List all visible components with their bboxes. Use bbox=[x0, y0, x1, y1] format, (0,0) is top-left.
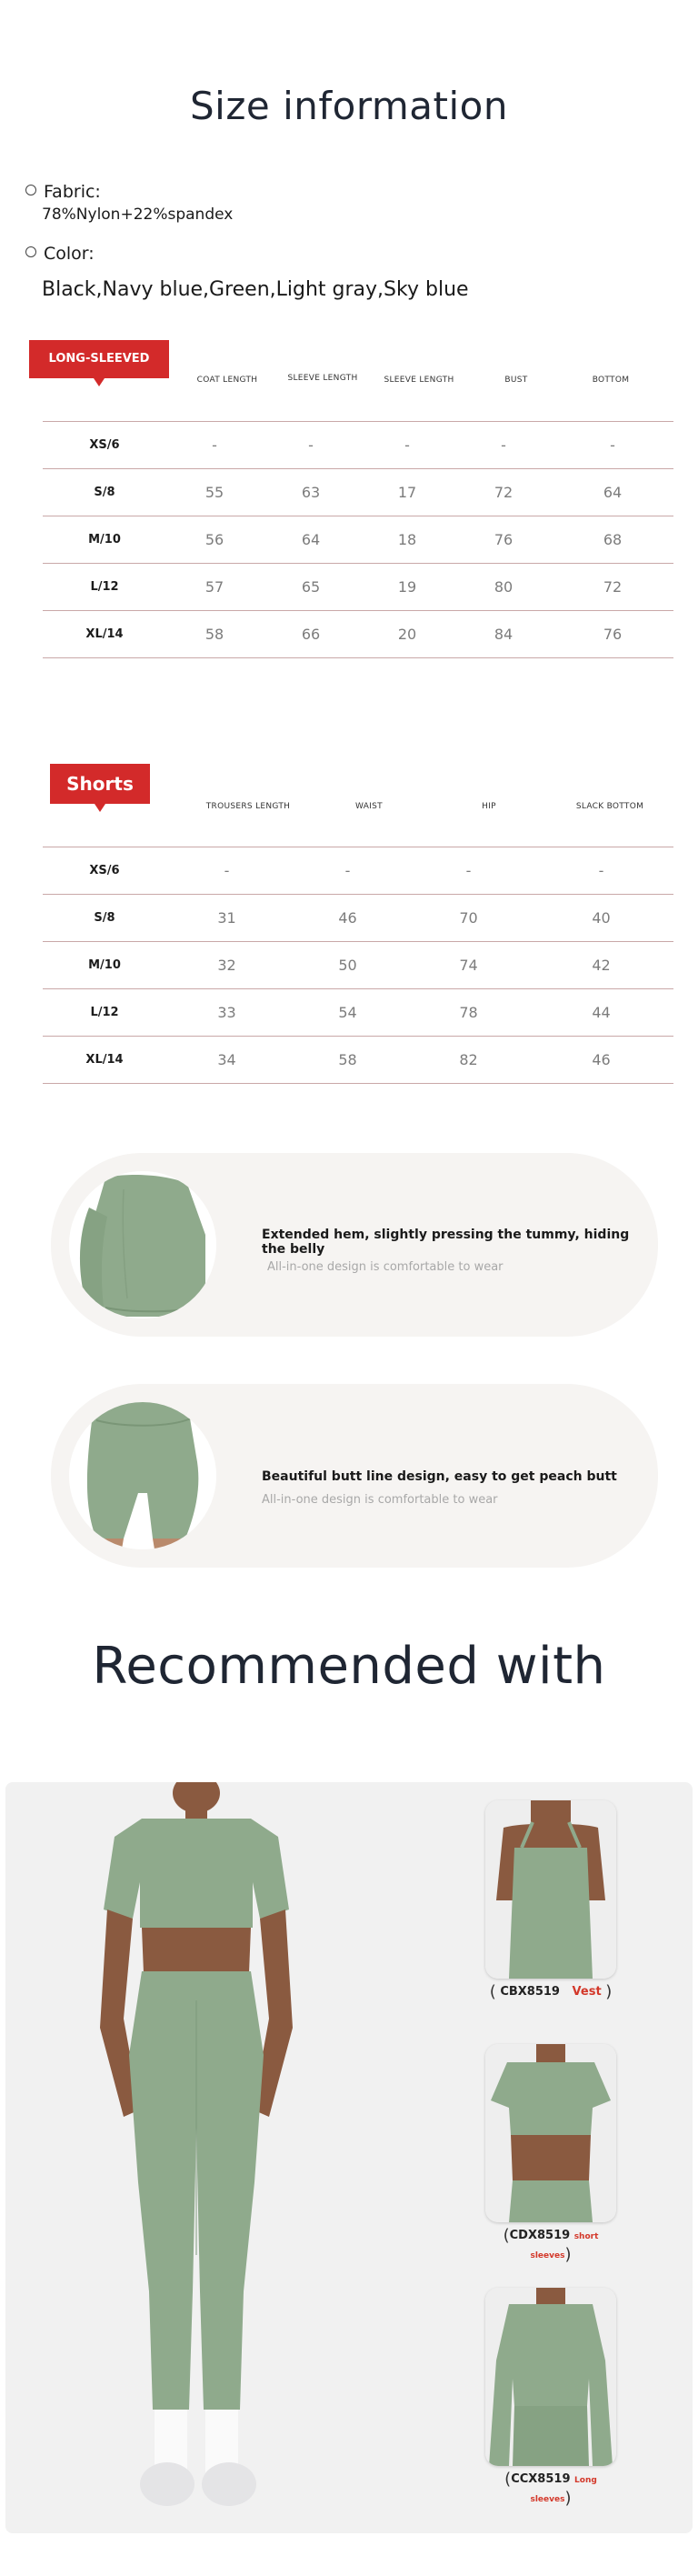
measurement-cell: 78 bbox=[408, 989, 529, 1037]
recommend-label-long-sleeves: Long sleeves bbox=[530, 2476, 597, 2504]
measurement-cell: 31 bbox=[166, 895, 287, 942]
shorts-tag: Shorts bbox=[50, 764, 150, 804]
feature-subtitle-hem: All-in-one design is comfortable to wear bbox=[267, 1260, 504, 1274]
measurement-cell: - bbox=[529, 847, 673, 895]
measurement-cell: 44 bbox=[529, 989, 673, 1037]
measurement-cell: 55 bbox=[166, 469, 263, 516]
col-waist: WAIST bbox=[355, 802, 383, 811]
measurement-cell: - bbox=[287, 847, 408, 895]
measurement-cell: 82 bbox=[408, 1037, 529, 1084]
recommend-thumb-long-sleeves[interactable] bbox=[485, 2288, 616, 2466]
recommended-title: Recommended with bbox=[92, 1637, 606, 1696]
table-row bbox=[43, 564, 673, 611]
color-value: Black,Navy blue,Green,Light gray,Sky blue bbox=[42, 278, 469, 301]
size-cell: L/12 bbox=[43, 989, 166, 1037]
feature-title-butt: Beautiful butt line design, easy to get peach butt bbox=[262, 1469, 617, 1484]
measurement-cell: 19 bbox=[359, 564, 455, 611]
measurement-cell: 66 bbox=[263, 611, 359, 658]
col-sleeve-length-2: SLEEVE LENGTH bbox=[384, 376, 454, 385]
table-row bbox=[43, 422, 673, 469]
short-sleeve-illustration bbox=[485, 2044, 616, 2222]
bullet-icon bbox=[25, 185, 36, 195]
table-row bbox=[43, 469, 673, 516]
measurement-cell: - bbox=[359, 422, 455, 469]
measurement-cell: 46 bbox=[529, 1037, 673, 1084]
size-cell: XL/14 bbox=[43, 611, 166, 658]
col-trousers-length: TROUSERS LENGTH bbox=[205, 802, 291, 811]
measurement-cell: 72 bbox=[552, 564, 673, 611]
model-photo-panel bbox=[5, 1782, 693, 2533]
measurement-cell: 54 bbox=[287, 989, 408, 1037]
measurement-cell: 70 bbox=[408, 895, 529, 942]
measurement-cell: - bbox=[166, 847, 287, 895]
table-row bbox=[43, 942, 673, 989]
size-cell: M/10 bbox=[43, 516, 166, 564]
bullet-icon bbox=[25, 246, 36, 257]
table-row bbox=[43, 989, 673, 1037]
long-sleeved-size-table bbox=[43, 421, 673, 658]
measurement-cell: 76 bbox=[455, 516, 552, 564]
col-bottom: BOTTOM bbox=[592, 376, 630, 385]
measurement-cell: 46 bbox=[287, 895, 408, 942]
recommend-label-short-sleeves: short sleeves bbox=[530, 2232, 599, 2260]
recommend-label-vest: Vest bbox=[572, 1985, 602, 1999]
measurement-cell: - bbox=[166, 422, 263, 469]
measurement-cell: - bbox=[263, 422, 359, 469]
measurement-cell: 64 bbox=[552, 469, 673, 516]
measurement-cell: 74 bbox=[408, 942, 529, 989]
feature-card-butt bbox=[51, 1384, 658, 1568]
feature-image-butt bbox=[69, 1402, 216, 1549]
measurement-cell: - bbox=[408, 847, 529, 895]
recommend-code-vest: CBX8519 bbox=[500, 1985, 560, 1999]
vest-illustration bbox=[485, 1800, 616, 1979]
size-cell: S/8 bbox=[43, 895, 166, 942]
table-row bbox=[43, 895, 673, 942]
color-label: Color: bbox=[44, 244, 95, 264]
feature-image-hem bbox=[69, 1171, 216, 1318]
measurement-cell: 65 bbox=[263, 564, 359, 611]
size-cell: L/12 bbox=[43, 564, 166, 611]
table-row bbox=[43, 611, 673, 658]
measurement-cell: 58 bbox=[287, 1037, 408, 1084]
col-hip: HIP bbox=[482, 802, 496, 811]
long-sleeve-top-illustration bbox=[69, 1171, 216, 1318]
recommend-thumb-short-sleeves[interactable] bbox=[485, 2044, 616, 2222]
table-row bbox=[43, 1037, 673, 1084]
recommend-caption-short-sleeves: (CDX8519 short sleeves) bbox=[503, 2226, 599, 2264]
size-cell: M/10 bbox=[43, 942, 166, 989]
size-cell: XS/6 bbox=[43, 847, 166, 895]
shorts-size-table bbox=[43, 847, 673, 1084]
measurement-cell: - bbox=[552, 422, 673, 469]
measurement-cell: 76 bbox=[552, 611, 673, 658]
measurement-cell: 56 bbox=[166, 516, 263, 564]
recommend-code-short-sleeves: CDX8519 bbox=[509, 2229, 571, 2242]
size-cell: XS/6 bbox=[43, 422, 166, 469]
shorts-illustration bbox=[69, 1402, 216, 1549]
measurement-cell: 34 bbox=[166, 1037, 287, 1084]
feature-title-hem: Extended hem, slightly pressing the tummy, hiding the belly bbox=[262, 1228, 630, 1257]
long-sleeve-illustration bbox=[485, 2288, 616, 2466]
measurement-cell: 40 bbox=[529, 895, 673, 942]
measurement-cell: 72 bbox=[455, 469, 552, 516]
model-full-body-illustration bbox=[5, 1782, 460, 2533]
measurement-cell: 20 bbox=[359, 611, 455, 658]
size-cell: XL/14 bbox=[43, 1037, 166, 1084]
measurement-cell: 84 bbox=[455, 611, 552, 658]
measurement-cell: 17 bbox=[359, 469, 455, 516]
long-sleeved-tag: LONG-SLEEVED bbox=[29, 340, 169, 378]
fabric-value: 78%Nylon+22%spandex bbox=[42, 205, 234, 224]
measurement-cell: 57 bbox=[166, 564, 263, 611]
col-sleeve-length: SLEEVE LENGTH bbox=[287, 374, 358, 383]
table-row bbox=[43, 516, 673, 564]
measurement-cell: 33 bbox=[166, 989, 287, 1037]
fabric-label: Fabric: bbox=[44, 182, 101, 202]
color-label-row bbox=[25, 244, 95, 264]
measurement-cell: 80 bbox=[455, 564, 552, 611]
recommend-code-long-sleeves: CCX8519 bbox=[511, 2472, 571, 2486]
size-cell: S/8 bbox=[43, 469, 166, 516]
measurement-cell: 58 bbox=[166, 611, 263, 658]
feature-card-hem bbox=[51, 1153, 658, 1337]
recommend-caption-vest: ( CBX8519 Vest ) bbox=[489, 1982, 613, 2001]
measurement-cell: 32 bbox=[166, 942, 287, 989]
table-row bbox=[43, 847, 673, 895]
feature-subtitle-butt: All-in-one design is comfortable to wear bbox=[262, 1493, 498, 1507]
measurement-cell: 50 bbox=[287, 942, 408, 989]
size-info-title: Size information bbox=[190, 84, 508, 128]
measurement-cell: - bbox=[455, 422, 552, 469]
fabric-label-row bbox=[25, 182, 101, 202]
measurement-cell: 64 bbox=[263, 516, 359, 564]
col-slack-bottom: SLACK BOTTOM bbox=[575, 802, 644, 811]
measurement-cell: 63 bbox=[263, 469, 359, 516]
recommend-caption-long-sleeves: (CCX8519 Long sleeves) bbox=[504, 2470, 597, 2508]
recommend-thumb-vest[interactable] bbox=[485, 1800, 616, 1979]
measurement-cell: 68 bbox=[552, 516, 673, 564]
measurement-cell: 18 bbox=[359, 516, 455, 564]
measurement-cell: 42 bbox=[529, 942, 673, 989]
col-bust: BUST bbox=[504, 376, 528, 385]
col-coat-length: COAT LENGTH bbox=[196, 376, 258, 385]
